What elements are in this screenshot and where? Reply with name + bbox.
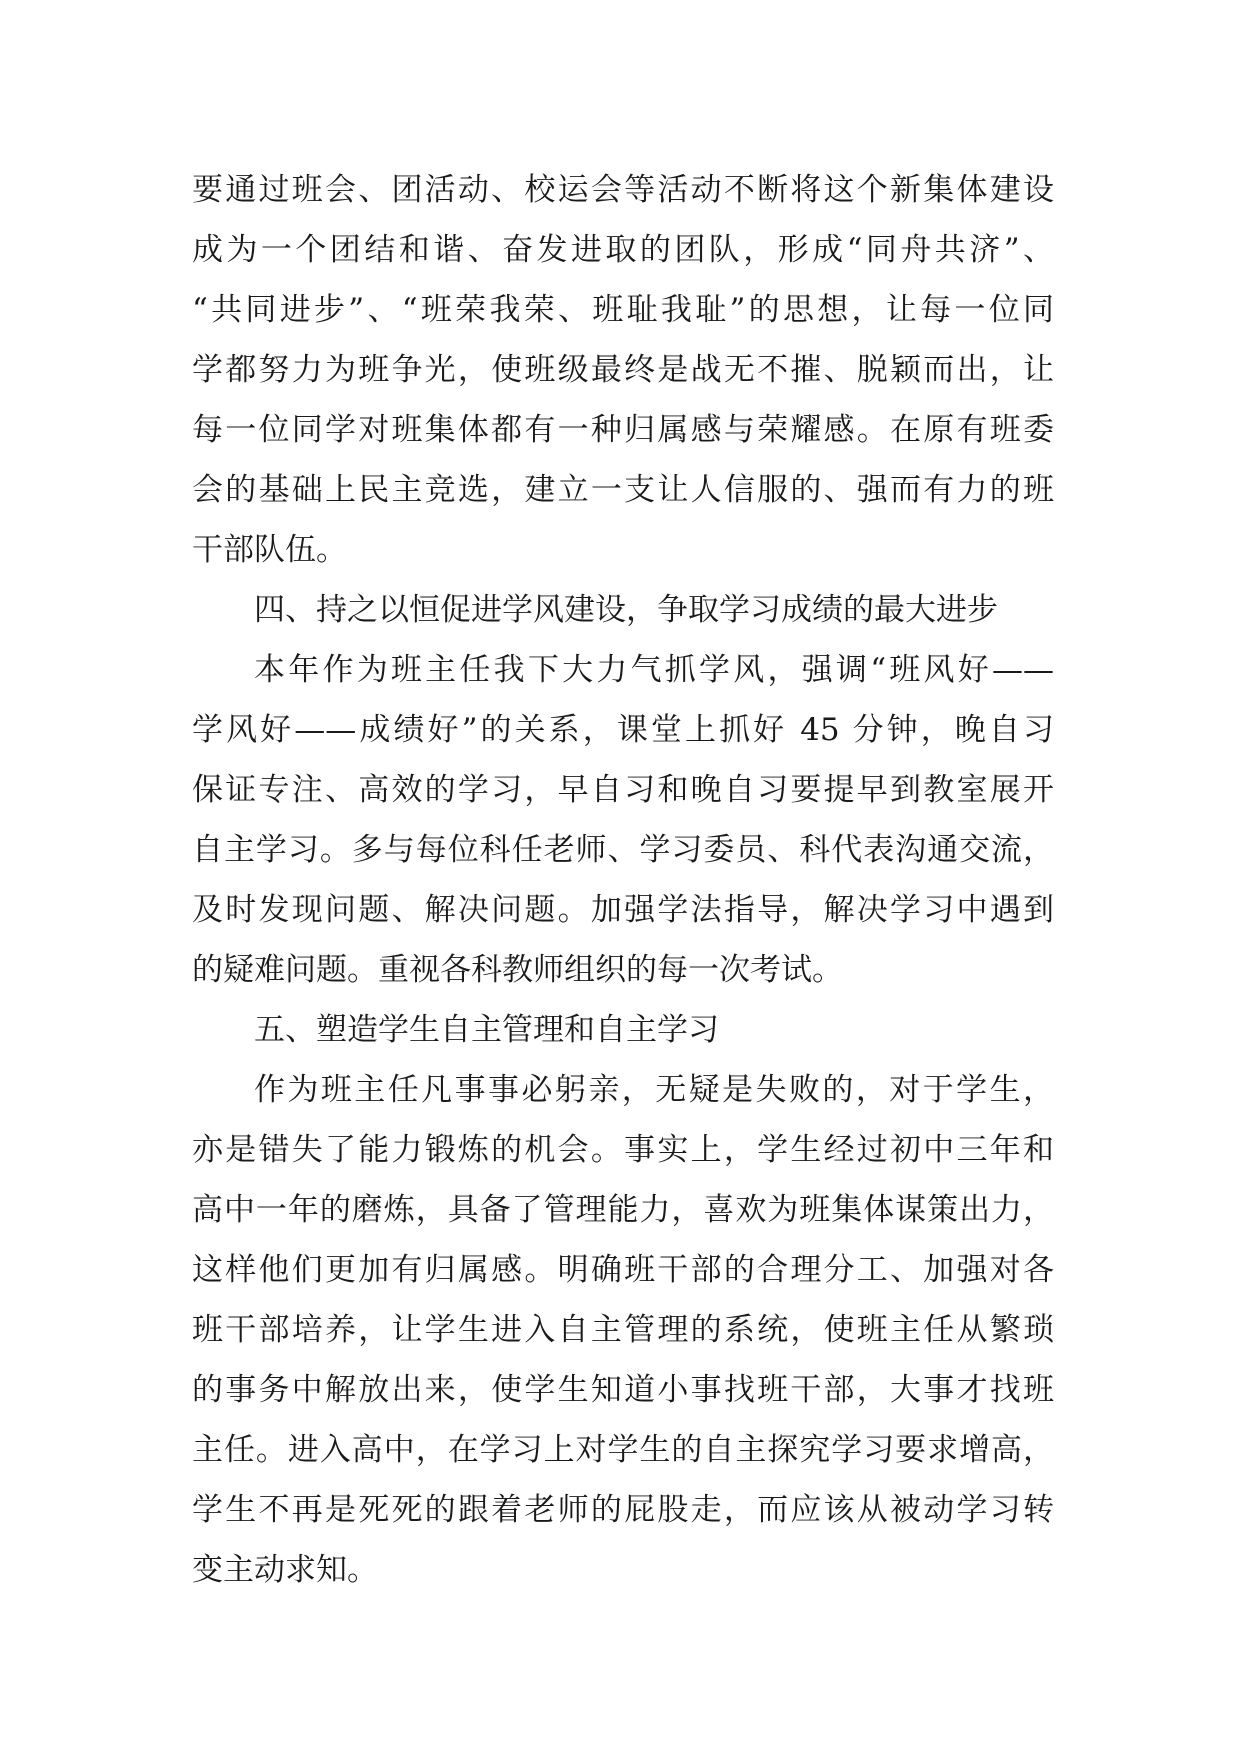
text-line: 要通过班会、团活动、校运会等活动不断将这个新集体建设 xyxy=(192,172,1054,208)
text-line: 学都努力为班争光，使班级最终是战无不摧、脱颖而出，让 xyxy=(192,352,1054,388)
document-body xyxy=(192,160,1054,1600)
heading-text: 五、塑造学生自主管理和自主学习 xyxy=(254,1012,719,1048)
section-heading xyxy=(192,1000,1054,1060)
text-line: 成为一个团结和谐、奋发进取的团队，形成“同舟共济”、 xyxy=(192,232,1054,268)
text-line: 干部队伍。 xyxy=(192,532,347,568)
paragraph xyxy=(192,1060,1054,1600)
paragraph xyxy=(192,160,1054,580)
text-line: 主任。进入高中，在学习上对学生的自主探究学习要求增高， xyxy=(192,1432,1054,1468)
text-line: 保证专注、高效的学习，早自习和晚自习要提早到教室展开 xyxy=(192,772,1054,808)
text-line: 变主动求知。 xyxy=(192,1552,378,1588)
text-line: 本年作为班主任我下大力气抓学风，强调“班风好—— xyxy=(254,652,1054,688)
text-line: 的疑难问题。重视各科教师组织的每一次考试。 xyxy=(192,952,843,988)
text-line: 这样他们更加有归属感。明确班干部的合理分工、加强对各 xyxy=(192,1252,1054,1288)
text-line: 高中一年的磨炼，具备了管理能力，喜欢为班集体谋策出力， xyxy=(192,1192,1054,1228)
text-line: 的事务中解放出来，使学生知道小事找班干部，大事才找班 xyxy=(192,1372,1054,1408)
text-line: 学风好——成绩好”的关系，课堂上抓好 45 分钟，晚自习 xyxy=(192,712,1054,748)
text-line: 会的基础上民主竞选，建立一支让人信服的、强而有力的班 xyxy=(192,472,1054,508)
heading-text: 四、持之以恒促进学风建设，争取学习成绩的最大进步 xyxy=(254,592,998,628)
text-line: 班干部培养，让学生进入自主管理的系统，使班主任从繁琐 xyxy=(192,1312,1054,1348)
text-line: 学生不再是死死的跟着老师的屁股走，而应该从被动学习转 xyxy=(192,1492,1054,1528)
text-line: 及时发现问题、解决问题。加强学法指导，解决学习中遇到 xyxy=(192,892,1054,928)
text-line: “共同进步”、“班荣我荣、班耻我耻”的思想，让每一位同 xyxy=(192,292,1054,328)
section-heading xyxy=(192,580,1054,640)
text-line: 每一位同学对班集体都有一种归属感与荣耀感。在原有班委 xyxy=(192,412,1054,448)
paragraph xyxy=(192,640,1054,1000)
text-line: 作为班主任凡事事必躬亲，无疑是失败的，对于学生， xyxy=(254,1072,1054,1108)
text-line: 亦是错失了能力锻炼的机会。事实上，学生经过初中三年和 xyxy=(192,1132,1054,1168)
text-line: 自主学习。多与每位科任老师、学习委员、科代表沟通交流， xyxy=(192,832,1054,868)
